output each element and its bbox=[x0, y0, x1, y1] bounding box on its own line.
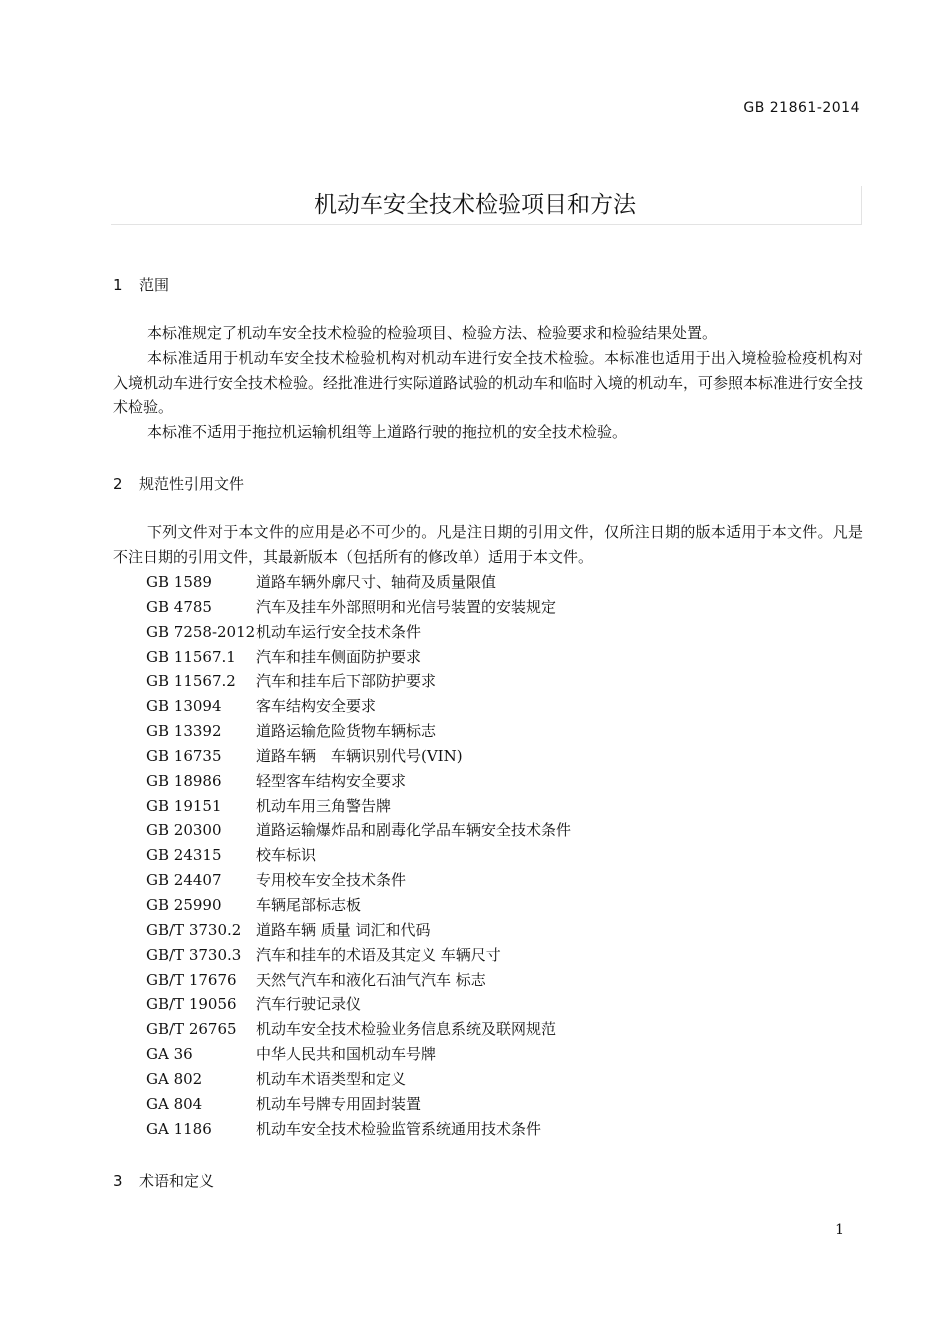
reference-name: 道路运输危险货物车辆标志 bbox=[256, 722, 437, 741]
reference-code: GA 804 bbox=[146, 1094, 203, 1113]
reference-item bbox=[146, 570, 571, 595]
reference-item bbox=[146, 1092, 571, 1117]
reference-name: 专用校车安全技术条件 bbox=[256, 871, 407, 890]
reference-name: 机动车安全技术检验业务信息系统及联网规范 bbox=[256, 1020, 557, 1039]
section-heading-terms-definitions bbox=[113, 1170, 214, 1191]
reference-name: 校车标识 bbox=[256, 846, 317, 865]
paragraph: 本标准适用于机动车安全技术检验机构对机动车进行安全技术检验。本标准也适用于出入境检验检疫机构对入境机动车进行安全技术检验。经批准进行实际道路试验的机动车和临时入境的机动车，可参照本标准进行安全技术检验。 bbox=[113, 349, 864, 417]
reference-code: GB 13392 bbox=[146, 722, 222, 741]
reference-name: 车辆尾部标志板 bbox=[256, 895, 362, 914]
document-title: 机动车安全技术检验项目和方法 bbox=[314, 192, 636, 218]
reference-item bbox=[146, 918, 571, 943]
reference-name: 机动车用三角警告牌 bbox=[256, 796, 392, 815]
reference-name: 中华人民共和国机动车号牌 bbox=[256, 1045, 437, 1064]
reference-name: 机动车安全技术检验监管系统通用技术条件 bbox=[256, 1119, 542, 1138]
title-underline bbox=[111, 224, 862, 225]
reference-item bbox=[146, 992, 571, 1017]
reference-item bbox=[146, 595, 571, 620]
reference-name: 天然气汽车和液化石油气汽车 标志 bbox=[256, 970, 486, 989]
reference-item bbox=[146, 719, 571, 744]
reference-code: GB 25990 bbox=[146, 895, 222, 914]
section-number: 3 bbox=[113, 1172, 123, 1190]
reference-code: GB/T 19056 bbox=[146, 995, 237, 1014]
reference-code: GB 24407 bbox=[146, 871, 222, 890]
reference-code: GB 20300 bbox=[146, 821, 222, 840]
reference-code: GB 7258-2012 bbox=[146, 622, 256, 641]
reference-item bbox=[146, 694, 571, 719]
reference-name: 道路车辆外廓尺寸、轴荷及质量限值 bbox=[256, 573, 497, 591]
reference-name: 汽车和挂车侧面防护要求 bbox=[256, 647, 422, 666]
reference-name: 汽车行驶记录仪 bbox=[256, 995, 362, 1014]
reference-code: GB 11567.2 bbox=[146, 672, 236, 691]
reference-code: GB 18986 bbox=[146, 771, 222, 790]
reference-item bbox=[146, 818, 571, 843]
reference-code: GB/T 3730.2 bbox=[146, 920, 242, 939]
reference-code: GA 802 bbox=[146, 1069, 203, 1088]
reference-code: GB/T 26765 bbox=[146, 1020, 237, 1039]
reference-code: GB 24315 bbox=[146, 846, 222, 865]
reference-item bbox=[146, 669, 571, 694]
title-side-rule bbox=[861, 186, 862, 224]
reference-item bbox=[146, 968, 571, 993]
reference-code: GB 4785 bbox=[146, 597, 212, 616]
reference-name: 道路运输爆炸品和剧毒化学品车辆安全技术条件 bbox=[256, 821, 572, 840]
reference-name: 客车结构安全要求 bbox=[256, 697, 377, 716]
reference-code: GB 16735 bbox=[146, 746, 222, 765]
reference-name: 机动车术语类型和定义 bbox=[256, 1069, 407, 1088]
reference-item bbox=[146, 943, 571, 968]
section-title: 术语和定义 bbox=[139, 1172, 215, 1190]
reference-code: GA 1186 bbox=[146, 1119, 212, 1138]
reference-item bbox=[146, 794, 571, 819]
page-number: 1 bbox=[835, 1222, 844, 1238]
reference-item bbox=[146, 645, 571, 670]
reference-name: 轻型客车结构安全要求 bbox=[256, 771, 407, 790]
section-number: 2 bbox=[113, 475, 123, 493]
section-number: 1 bbox=[113, 276, 123, 294]
reference-code: GB 13094 bbox=[146, 697, 222, 716]
reference-item bbox=[146, 1017, 571, 1042]
paragraph: 本标准不适用于拖拉机运输机组等上道路行驶的拖拉机的安全技术检验。 bbox=[147, 423, 628, 441]
reference-code: GB 19151 bbox=[146, 796, 222, 815]
reference-item bbox=[146, 893, 571, 918]
reference-code: GB 11567.1 bbox=[146, 647, 236, 666]
section-heading-normative-references bbox=[113, 473, 244, 494]
reference-item bbox=[146, 843, 571, 868]
reference-name: 道路车辆 质量 词汇和代码 bbox=[256, 920, 431, 939]
reference-list bbox=[146, 570, 571, 1141]
reference-item bbox=[146, 744, 571, 769]
paragraph: 下列文件对于本文件的应用是必不可少的。凡是注日期的引用文件，仅所注日期的版本适用于本文件。凡是不注日期的引用文件，其最新版本（包括所有的修改单）适用于本文件。 bbox=[113, 523, 863, 566]
reference-name: 机动车号牌专用固封装置 bbox=[256, 1094, 422, 1113]
section-title: 规范性引用文件 bbox=[139, 475, 245, 493]
reference-name: 机动车运行安全技术条件 bbox=[256, 622, 422, 641]
reference-name: 道路车辆 车辆识别代号(VIN) bbox=[256, 746, 463, 765]
section-title: 范围 bbox=[139, 276, 170, 294]
reference-code: GA 36 bbox=[146, 1045, 193, 1064]
reference-code: GB/T 3730.3 bbox=[146, 945, 242, 964]
reference-item bbox=[146, 1067, 571, 1092]
reference-name: 汽车及挂车外部照明和光信号装置的安装规定 bbox=[256, 597, 557, 616]
reference-item bbox=[146, 620, 571, 645]
reference-item bbox=[146, 769, 571, 794]
reference-code: GB/T 17676 bbox=[146, 970, 237, 989]
reference-name: 汽车和挂车后下部防护要求 bbox=[256, 672, 437, 691]
reference-item bbox=[146, 1117, 571, 1142]
reference-item bbox=[146, 868, 571, 893]
reference-code: GB 1589 bbox=[146, 573, 212, 591]
reference-name: 汽车和挂车的术语及其定义 车辆尺寸 bbox=[256, 945, 501, 964]
paragraph: 本标准规定了机动车安全技术检验的检验项目、检验方法、检验要求和检验结果处置。 bbox=[147, 324, 718, 342]
standard-code: GB 21861-2014 bbox=[743, 100, 860, 116]
reference-item bbox=[146, 1042, 571, 1067]
section-heading-scope bbox=[113, 274, 169, 295]
